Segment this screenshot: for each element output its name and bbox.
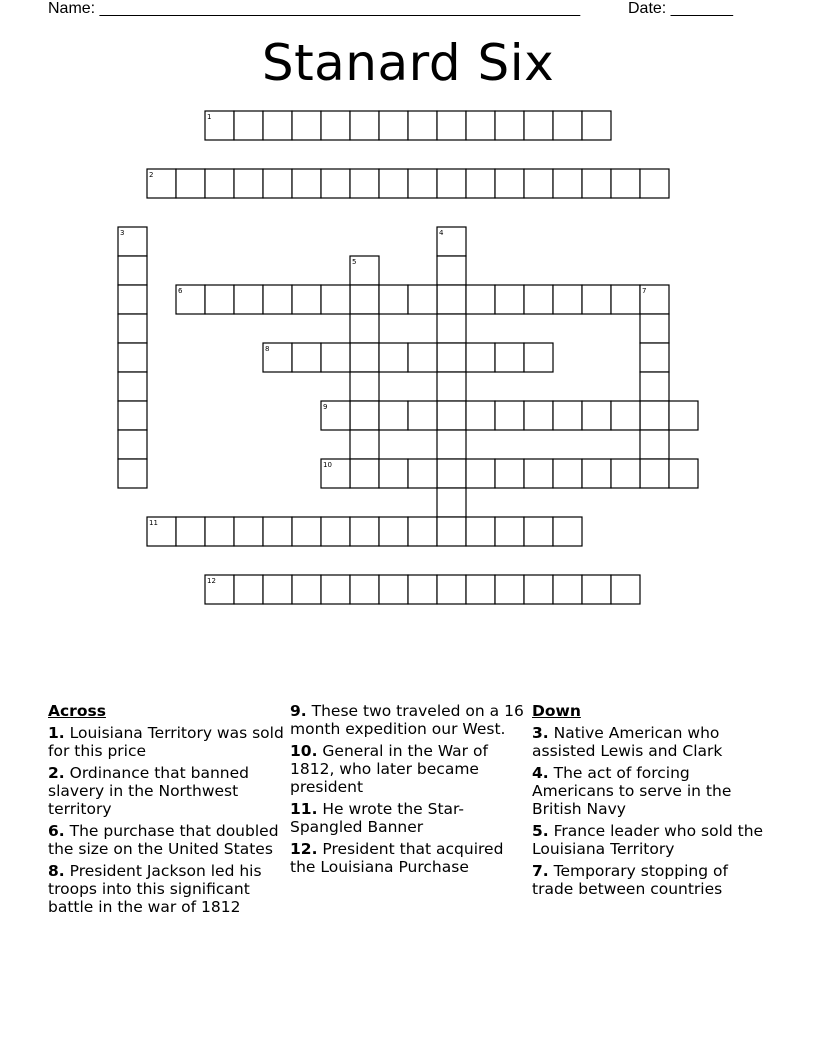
- grid-cell[interactable]: [495, 111, 524, 140]
- clue-number: 4.: [532, 764, 549, 782]
- grid-cell[interactable]: [437, 111, 466, 140]
- grid-cell[interactable]: [350, 314, 379, 343]
- clue-number: 6.: [48, 822, 65, 840]
- grid-cell[interactable]: [408, 285, 437, 314]
- grid-cell[interactable]: [524, 401, 553, 430]
- grid-cell[interactable]: [437, 575, 466, 604]
- grid-cell[interactable]: [379, 343, 408, 372]
- grid-cell[interactable]: [495, 459, 524, 488]
- cell-number: 9: [323, 403, 328, 411]
- grid-cell[interactable]: [466, 111, 495, 140]
- grid-cell[interactable]: [408, 517, 437, 546]
- clue-text: Native American who assisted Lewis and Clark: [532, 724, 723, 760]
- grid-cell[interactable]: [408, 111, 437, 140]
- grid-cell[interactable]: [350, 169, 379, 198]
- clue-text: Temporary stopping of trade between countries: [532, 862, 728, 898]
- clue-text: President that acquired the Louisiana Purchase: [290, 840, 504, 876]
- clue-number: 11.: [290, 800, 318, 818]
- clue-number: 3.: [532, 724, 549, 742]
- grid-cell[interactable]: [292, 517, 321, 546]
- grid-cell[interactable]: [408, 575, 437, 604]
- grid-cell[interactable]: [321, 575, 350, 604]
- grid-cell[interactable]: [408, 169, 437, 198]
- cell-number: 6: [178, 287, 183, 295]
- grid-cell[interactable]: [437, 430, 466, 459]
- grid-cell[interactable]: [205, 285, 234, 314]
- grid-cell[interactable]: [350, 285, 379, 314]
- grid-cell[interactable]: [263, 575, 292, 604]
- grid-cell[interactable]: [582, 575, 611, 604]
- clue-column-3: [532, 702, 772, 902]
- grid-cell[interactable]: [553, 111, 582, 140]
- grid-cell[interactable]: [437, 256, 466, 285]
- grid-cell[interactable]: [350, 459, 379, 488]
- grid-cell[interactable]: [582, 111, 611, 140]
- across-heading: Across: [48, 702, 106, 720]
- grid-cell[interactable]: [321, 517, 350, 546]
- grid-cell[interactable]: [350, 111, 379, 140]
- clue-text: Louisiana Territory was sold for this price: [48, 724, 284, 760]
- across-clue: [290, 840, 526, 876]
- cell-number: 2: [149, 171, 154, 179]
- grid-cell[interactable]: [234, 169, 263, 198]
- cell-number: 11: [149, 519, 158, 527]
- cell-number: 12: [207, 577, 216, 585]
- grid-cell[interactable]: [176, 169, 205, 198]
- grid-cell[interactable]: [466, 459, 495, 488]
- grid-cell[interactable]: [524, 459, 553, 488]
- grid-cell[interactable]: [118, 285, 147, 314]
- grid-cell[interactable]: [437, 169, 466, 198]
- grid-cell[interactable]: [640, 314, 669, 343]
- down-clue: [532, 724, 772, 760]
- cell-number: 8: [265, 345, 270, 353]
- grid-cell[interactable]: [582, 285, 611, 314]
- grid-cell[interactable]: [437, 314, 466, 343]
- across-clue: [290, 742, 526, 796]
- grid-cell[interactable]: [611, 459, 640, 488]
- grid-cell[interactable]: [553, 285, 582, 314]
- grid-cell[interactable]: [437, 343, 466, 372]
- grid-cell[interactable]: [379, 575, 408, 604]
- clue-number: 9.: [290, 702, 307, 720]
- down-heading: Down: [532, 702, 581, 720]
- grid-cell[interactable]: [524, 285, 553, 314]
- grid-cell[interactable]: [437, 372, 466, 401]
- grid-cell[interactable]: [495, 169, 524, 198]
- grid-cell[interactable]: [379, 401, 408, 430]
- grid-cell[interactable]: [524, 343, 553, 372]
- across-clue: [48, 764, 284, 818]
- grid-cell[interactable]: [350, 372, 379, 401]
- grid-cell[interactable]: [582, 459, 611, 488]
- across-clue: [290, 702, 526, 738]
- grid-cell[interactable]: [553, 459, 582, 488]
- grid-cell[interactable]: [321, 285, 350, 314]
- grid-cell[interactable]: [611, 575, 640, 604]
- across-clue: [48, 822, 284, 858]
- grid-cell[interactable]: [350, 343, 379, 372]
- grid-cell[interactable]: [118, 256, 147, 285]
- cell-number: 1: [207, 113, 212, 121]
- grid-cell[interactable]: [321, 343, 350, 372]
- grid-cell[interactable]: [350, 430, 379, 459]
- grid-cell[interactable]: [495, 285, 524, 314]
- grid-cell[interactable]: [466, 517, 495, 546]
- grid-cell[interactable]: [379, 517, 408, 546]
- grid-cell[interactable]: [495, 575, 524, 604]
- grid-cell[interactable]: [640, 459, 669, 488]
- grid-cell[interactable]: [408, 401, 437, 430]
- grid-cell[interactable]: [495, 343, 524, 372]
- grid-cell[interactable]: [495, 517, 524, 546]
- grid-cell[interactable]: [553, 517, 582, 546]
- grid-cell[interactable]: [640, 401, 669, 430]
- grid-cell[interactable]: [379, 169, 408, 198]
- grid-cell[interactable]: [524, 517, 553, 546]
- grid-cell[interactable]: [118, 459, 147, 488]
- grid-cell[interactable]: [524, 169, 553, 198]
- grid-cell[interactable]: [611, 169, 640, 198]
- grid-cell[interactable]: [350, 575, 379, 604]
- grid-cell[interactable]: [611, 285, 640, 314]
- clue-text: France leader who sold the Louisiana Territory: [532, 822, 764, 858]
- grid-cell[interactable]: [292, 285, 321, 314]
- clue-text: The purchase that doubled the size on the United States: [48, 822, 279, 858]
- clue-text: These two traveled on a 16 month expedition our West.: [290, 702, 524, 738]
- grid-cell[interactable]: [118, 372, 147, 401]
- grid-cell[interactable]: [321, 169, 350, 198]
- clue-text: General in the War of 1812, who later became president: [290, 742, 488, 796]
- grid-cell[interactable]: [466, 401, 495, 430]
- grid-cell[interactable]: [611, 401, 640, 430]
- grid-cell[interactable]: [437, 285, 466, 314]
- clue-number: 8.: [48, 862, 65, 880]
- grid-cell[interactable]: [350, 517, 379, 546]
- puzzle-title: Stanard Six: [261, 34, 555, 92]
- grid-cell[interactable]: [437, 517, 466, 546]
- grid-cell[interactable]: [669, 459, 698, 488]
- down-clue: [532, 764, 772, 818]
- grid-cell[interactable]: [205, 169, 234, 198]
- grid-cell[interactable]: [437, 488, 466, 517]
- grid-cell[interactable]: [408, 343, 437, 372]
- grid-cell[interactable]: [263, 285, 292, 314]
- grid-cell[interactable]: [292, 343, 321, 372]
- cell-number: 10: [323, 461, 332, 469]
- grid-cell[interactable]: [234, 285, 263, 314]
- grid-cell[interactable]: [669, 401, 698, 430]
- grid-cell[interactable]: [524, 575, 553, 604]
- grid-cell[interactable]: [524, 111, 553, 140]
- grid-cell[interactable]: [234, 517, 263, 546]
- clue-number: 1.: [48, 724, 65, 742]
- grid-cell[interactable]: [234, 575, 263, 604]
- clue-text: Ordinance that banned slavery in the Northwest territory: [48, 764, 249, 818]
- grid-cell[interactable]: [176, 517, 205, 546]
- grid-cell[interactable]: [437, 459, 466, 488]
- clue-text: The act of forcing Americans to serve in the British Navy: [532, 764, 732, 818]
- grid-cell[interactable]: [292, 169, 321, 198]
- grid-cell[interactable]: [292, 111, 321, 140]
- down-clue: [532, 862, 772, 898]
- grid-cell[interactable]: [553, 401, 582, 430]
- grid-cell[interactable]: [553, 575, 582, 604]
- grid-cell[interactable]: [118, 401, 147, 430]
- grid-cell[interactable]: [466, 343, 495, 372]
- grid-cell[interactable]: [263, 517, 292, 546]
- grid-cell[interactable]: [205, 517, 234, 546]
- grid-cell[interactable]: [582, 401, 611, 430]
- grid-cell[interactable]: [118, 314, 147, 343]
- grid-cell[interactable]: [350, 401, 379, 430]
- grid-cell[interactable]: [437, 401, 466, 430]
- clue-number: 12.: [290, 840, 318, 858]
- grid-cell[interactable]: [495, 401, 524, 430]
- grid-cell[interactable]: [321, 111, 350, 140]
- grid-cell[interactable]: [379, 285, 408, 314]
- down-clue: [532, 822, 772, 858]
- grid-cell[interactable]: [640, 430, 669, 459]
- grid-cell[interactable]: [263, 169, 292, 198]
- cell-number: 4: [439, 229, 444, 237]
- clue-text: President Jackson led his troops into this significant battle in the war of 1812: [48, 862, 262, 916]
- clue-number: 7.: [532, 862, 549, 880]
- grid-cell[interactable]: [234, 111, 263, 140]
- grid-cell[interactable]: [408, 459, 437, 488]
- clue-number: 2.: [48, 764, 65, 782]
- across-clue: [48, 724, 284, 760]
- grid-cell[interactable]: [466, 575, 495, 604]
- grid-cell[interactable]: [640, 343, 669, 372]
- grid-cell[interactable]: [553, 169, 582, 198]
- date-field-label: Date: _______: [628, 0, 733, 17]
- grid-cell[interactable]: [292, 575, 321, 604]
- grid-cell[interactable]: [118, 430, 147, 459]
- grid-cell[interactable]: [582, 169, 611, 198]
- cell-number: 3: [120, 229, 125, 237]
- grid-cell[interactable]: [466, 169, 495, 198]
- grid-cell[interactable]: [640, 372, 669, 401]
- grid-cell[interactable]: [379, 111, 408, 140]
- clue-column-1: [48, 702, 284, 920]
- cell-number: 7: [642, 287, 647, 295]
- clue-column-2: [290, 702, 526, 880]
- cell-number: 5: [352, 258, 357, 266]
- across-clue: [48, 862, 284, 916]
- clue-text: He wrote the Star-Spangled Banner: [290, 800, 465, 836]
- name-field-label: Name: ______________________________________________________: [48, 0, 581, 17]
- across-clue: [290, 800, 526, 836]
- grid-cell[interactable]: [466, 285, 495, 314]
- grid-cell[interactable]: [263, 111, 292, 140]
- grid-cell[interactable]: [379, 459, 408, 488]
- clue-number: 5.: [532, 822, 549, 840]
- clue-number: 10.: [290, 742, 318, 760]
- grid-cell[interactable]: [118, 343, 147, 372]
- grid-cell[interactable]: [640, 169, 669, 198]
